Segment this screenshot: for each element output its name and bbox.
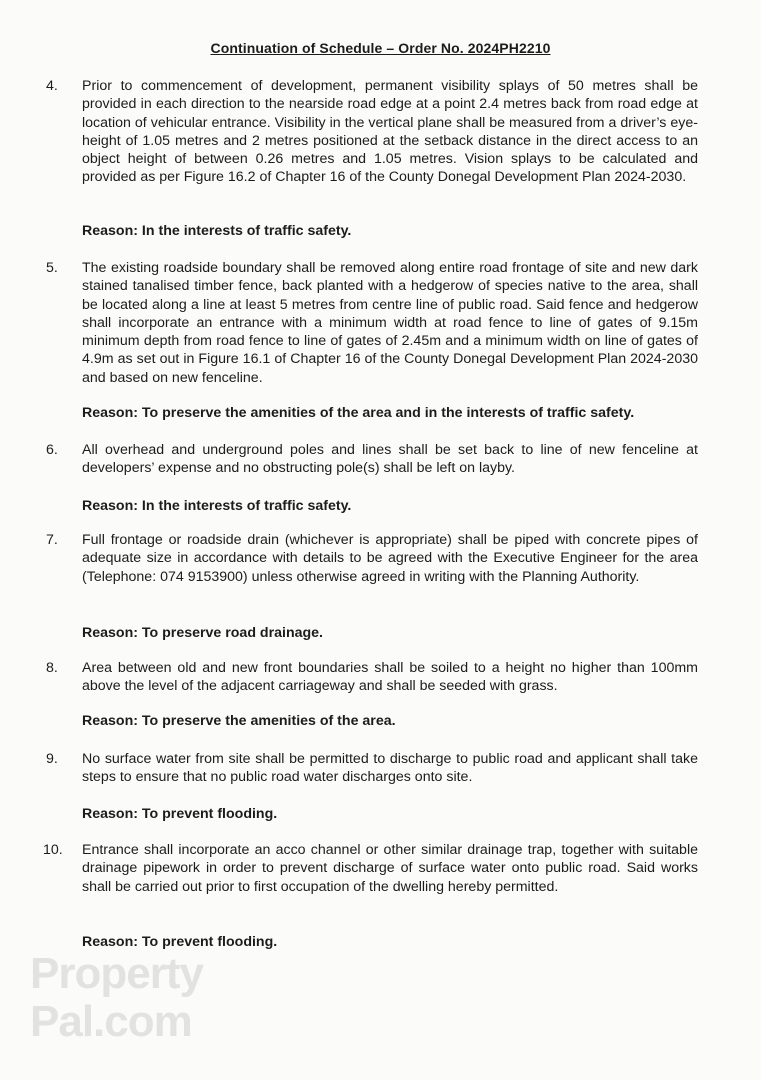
condition-text: Full frontage or roadside drain (whichever is appropriate) shall be piped with concrete pipes of adequate size in accordance with details to be agreed with the Executive Engineer for the area (Telephone: 074 9153900) unless otherwise agreed in writing with the Planning Authority.: [82, 532, 698, 585]
condition-number: 7.: [46, 532, 58, 548]
condition-text: All overhead and underground poles and lines shall be set back to line of new fenceline at developers’ expense and no obstructing pole(s) shall be left on layby.: [82, 442, 698, 477]
propertypal-watermark: [30, 949, 203, 1046]
condition-number: 9.: [46, 751, 58, 767]
condition-reason: Reason: To preserve the amenities of the area.: [82, 713, 396, 729]
condition-reason: Reason: In the interests of traffic safety.: [82, 498, 352, 514]
condition-reason: Reason: In the interests of traffic safety.: [82, 223, 352, 239]
condition-reason: Reason: To prevent flooding.: [82, 934, 278, 950]
page-title: Continuation of Schedule – Order No. 2024PH2210: [210, 40, 551, 56]
watermark-line-1: Property: [30, 949, 203, 998]
condition-number: 10.: [43, 842, 63, 858]
condition-reason: Reason: To preserve road drainage.: [82, 625, 323, 641]
watermark-line-2: Pal.com: [30, 997, 192, 1046]
condition-reason: Reason: To prevent flooding.: [82, 806, 278, 822]
condition-number: 4.: [46, 78, 58, 94]
condition-text: No surface water from site shall be permitted to discharge to public road and applicant shall take steps to ensure that no public road water discharges onto site.: [82, 751, 698, 786]
condition-text: Area between old and new front boundaries shall be soiled to a height no higher than 100mm above the level of the adjacent carriageway and shall be seeded with grass.: [82, 660, 698, 695]
condition-number: 6.: [46, 442, 58, 458]
condition-reason: Reason: To preserve the amenities of the area and in the interests of traffic safety.: [82, 405, 635, 421]
condition-number: 5.: [46, 260, 58, 276]
condition-text: The existing roadside boundary shall be removed along entire road frontage of site and new dark stained tanalised timber fence, back planted with a hedgerow of species native to the area, shall be located along a line at least 5 metres from centre line of public road. Said fence and hedgerow shall incorporate an entrance with a minimum width at road fence to line of gates of 9.15m minimum depth from road fence to line of gates of 2.45m and a minimum width on line of gates of 4.9m as set out in Figure 16.1 of Chapter 16 of the County Donegal Development Plan 2024-2030 and based on new fenceline.: [82, 260, 698, 386]
condition-number: 8.: [46, 660, 58, 676]
condition-text: Prior to commencement of development, permanent visibility splays of 50 metres shall be provided in each direction to the nearside road edge at a point 2.4 metres back from road edge at location of vehicular entrance. Visibility in the vertical plane shall be measured from a driver’s eye-height of 1.05 metres and 2 metres positioned at the setback distance in the direct access to an object height of between 0.26 metres and 1.05 metres. Vision splays to be calculated and provided as per Figure 16.2 of Chapter 16 of the County Donegal Development Plan 2024-2030.: [82, 78, 698, 186]
condition-text: Entrance shall incorporate an acco channel or other similar drainage trap, together with suitable drainage pipework in order to prevent discharge of surface water onto public road. Said works shall be carried out prior to first occupation of the dwelling hereby permitted.: [82, 842, 698, 895]
